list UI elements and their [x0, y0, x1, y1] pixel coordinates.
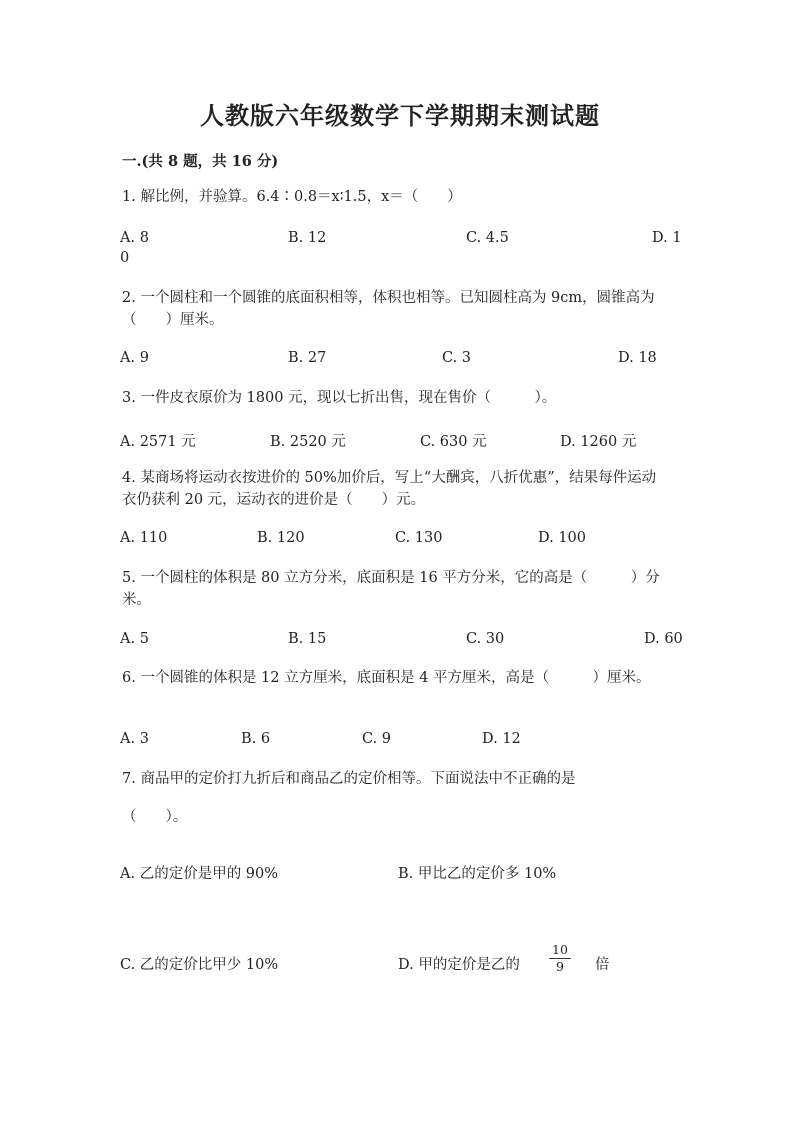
question-7-stem: 7. 商品甲的定价打九折后和商品乙的定价相等。下面说法中不正确的是: [122, 771, 576, 787]
question-1-option-d-wrap: 0: [120, 250, 130, 266]
question-6-option-a[interactable]: A. 3: [120, 731, 149, 747]
question-3-option-b[interactable]: B. 2520 元: [270, 434, 346, 450]
question-6-option-d[interactable]: D. 12: [482, 731, 521, 747]
fraction-numerator: 10: [549, 943, 571, 959]
question-2-option-d[interactable]: D. 18: [618, 350, 657, 366]
question-4-option-d[interactable]: D. 100: [538, 530, 587, 546]
question-7-options-row-1: [120, 862, 680, 886]
fraction-ten-ninths: [549, 943, 571, 974]
question-3-option-d[interactable]: D. 1260 元: [560, 434, 637, 450]
question-6-option-b[interactable]: B. 6: [241, 731, 271, 747]
question-6-stem: 6. 一个圆锥的体积是 12 立方厘米，底面积是 4 平方厘米，高是（ ）厘米。: [122, 670, 651, 686]
question-1-option-b[interactable]: B. 12: [288, 230, 327, 246]
question-2-option-a[interactable]: A. 9: [120, 350, 149, 366]
question-3-stem: 3. 一件皮衣原价为 1800 元，现以七折出售，现在售价（ ）。: [122, 390, 557, 406]
question-1-option-c[interactable]: C. 4.5: [466, 230, 509, 246]
question-2-stem: 2. 一个圆柱和一个圆锥的底面积相等，体积也相等。已知圆柱高为 9cm，圆锥高为（ ）厘米。: [122, 290, 655, 328]
question-3-options: [120, 430, 680, 454]
fraction-denominator: 9: [556, 959, 564, 974]
question-5-option-a[interactable]: A. 5: [120, 631, 149, 647]
question-5-options: [120, 631, 683, 655]
question-6-option-c[interactable]: C. 9: [362, 731, 392, 747]
question-5-option-c[interactable]: C. 30: [466, 631, 505, 647]
question-4-options: [120, 530, 680, 554]
question-3-option-c[interactable]: C. 630 元: [420, 434, 487, 450]
question-4-option-a[interactable]: A. 110: [120, 530, 168, 546]
question-3-option-a[interactable]: A. 2571 元: [120, 434, 196, 450]
question-5-stem: 5. 一个圆柱的体积是 80 立方分米，底面积是 16 平方分米，它的高是（ ）分米。: [122, 570, 660, 608]
question-5-option-d[interactable]: D. 60: [644, 631, 683, 647]
question-7-option-d[interactable]: D. 甲的定价是乙的: [398, 957, 520, 973]
question-7-option-d-suffix: 倍: [595, 957, 610, 973]
question-7-stem-continued: （ ）。: [122, 809, 188, 825]
question-4-option-b[interactable]: B. 120: [257, 530, 305, 546]
question-6-options: [120, 731, 680, 755]
question-4-stem: 4. 某商场将运动衣按进价的 50%加价后，写上“大酬宾，八折优惠”，结果每件运动衣仍获利 20 元，运动衣的进价是（ ）元。: [122, 470, 657, 508]
section-heading: 一.(共 8 题，共 16 分): [122, 153, 279, 170]
question-1-stem: 1. 解比例，并验算。6.4∶0.8＝x∶1.5，x＝（ ）: [122, 189, 462, 205]
question-5-option-b[interactable]: B. 15: [288, 631, 327, 647]
page-title: 人教版六年级数学下学期期末测试题: [200, 101, 600, 130]
question-7-option-a[interactable]: A. 乙的定价是甲的 90%: [120, 866, 279, 882]
question-2-option-b[interactable]: B. 27: [288, 350, 327, 366]
question-1-option-a[interactable]: A. 8: [120, 230, 149, 246]
question-1-options: [120, 230, 680, 254]
question-2-option-c[interactable]: C. 3: [442, 350, 472, 366]
question-7-options-row-2: [120, 953, 680, 977]
question-1-option-d[interactable]: D. 1: [652, 230, 682, 246]
question-4-option-c[interactable]: C. 130: [395, 530, 443, 546]
question-7-option-c[interactable]: C. 乙的定价比甲少 10%: [120, 957, 279, 973]
question-7-option-b[interactable]: B. 甲比乙的定价多 10%: [398, 866, 557, 882]
question-2-options: [120, 350, 680, 374]
